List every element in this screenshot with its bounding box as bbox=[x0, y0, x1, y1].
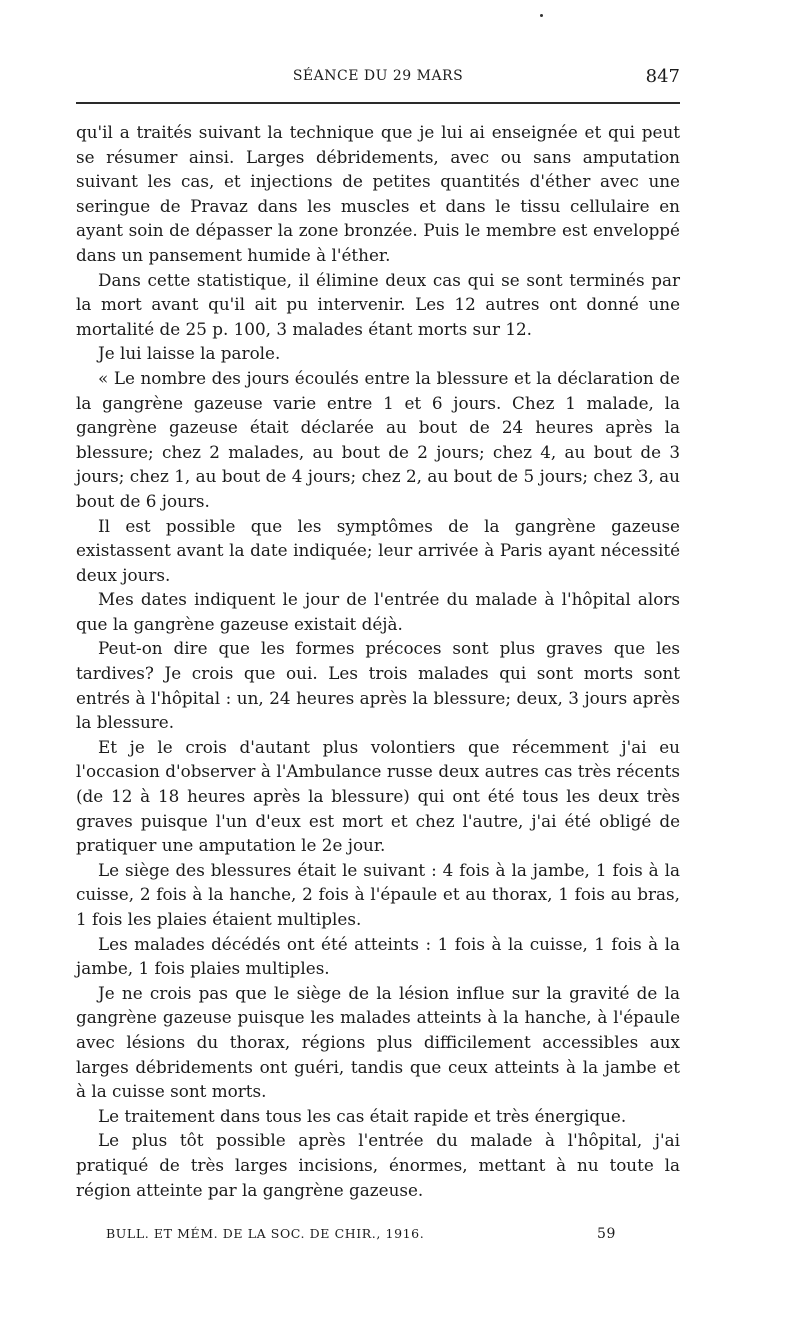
page-header bbox=[76, 66, 680, 94]
paragraph: Et je le crois d'autant plus volontiers que récemment j'ai eu l'occasion d'observer à l'Ambulance russe deux autres cas très récents (de 12 à 18 heures après la blessure) qui ont été tous les deux très graves puisque l'un d'eux est mort et chez l'autre, j'ai été obligé de pratiquer une amputation le 2e jour. bbox=[76, 736, 680, 856]
page-footer bbox=[106, 1226, 616, 1246]
page-number: 847 bbox=[645, 66, 680, 87]
ink-speck bbox=[540, 14, 543, 17]
paragraph: Je lui laisse la parole. bbox=[98, 343, 281, 364]
paragraph: Mes dates indiquent le jour de l'entrée du malade à l'hôpital alors que la gangrène gazeuse existait déjà. bbox=[76, 589, 680, 634]
paragraph: Je ne crois pas que le siège de la lésion influe sur la gravité de la gangrène gazeuse puisque les malades atteints à la hanche, à l'épaule avec lésions du thorax, régions plus difficilement accessibles aux larges débridements ont guéri, tandis que ceux atteints à la jambe et à la cuisse sont morts. bbox=[76, 982, 680, 1102]
paragraph: Il est possible que les symptômes de la gangrène gazeuse existassent avant la date indiquée; leur arrivée à Paris ayant nécessité deux jours. bbox=[76, 515, 680, 585]
header-rule bbox=[76, 102, 680, 104]
paragraph: Le siège des blessures était le suivant : 4 fois à la jambe, 1 fois à la cuisse, 2 fois à la hanche, 2 fois à l'épaule et au thorax, 1 fois au bras, 1 fois les plaies étaient multiples. bbox=[76, 859, 680, 929]
paragraph: Dans cette statistique, il élimine deux cas qui se sont terminés par la mort avant qu'il ait pu intervenir. Les 12 autres ont donné une mortalité de 25 p. 100, 3 malades étant morts sur 12. bbox=[76, 269, 680, 339]
signature-mark: 59 bbox=[596, 1226, 616, 1242]
running-head: SÉANCE DU 29 MARS bbox=[292, 68, 464, 84]
body-text bbox=[76, 120, 680, 1202]
paragraph: qu'il a traités suivant la technique que je lui ai enseignée et qui peut se résumer ainsi. Larges débridements, avec ou sans amputation suivant les cas, et injections de petites quantités d'éther avec une seringue de Pravaz dans les muscles et dans le tissu cellulaire en ayant soin de dépasser la zone bronzée. Puis le membre est enveloppé dans un pansement humide à l'éther. bbox=[76, 122, 680, 265]
paragraph: Le plus tôt possible après l'entrée du malade à l'hôpital, j'ai pratiqué de très larges incisions, énormes, mettant à nu toute la région atteinte par la gangrène gazeuse. bbox=[76, 1130, 680, 1200]
journal-citation: BULL. ET MÉM. DE LA SOC. DE CHIR., 1916. bbox=[106, 1226, 425, 1241]
paragraph: « Le nombre des jours écoulés entre la blessure et la déclaration de la gangrène gazeuse varie entre 1 et 6 jours. Chez 1 malade, la gangrène gazeuse était déclarée au bout de 24 heures après la blessure; chez 2 malades, au bout de 2 jours; chez 4, au bout de 3 jours; chez 1, au bout de 4 jours; chez 2, au bout de 5 jours; chez 3, au bout de 6 jours. bbox=[76, 367, 680, 511]
paragraph: Le traitement dans tous les cas était rapide et très énergique. bbox=[98, 1105, 627, 1126]
paragraph: Les malades décédés ont été atteints : 1 fois à la cuisse, 1 fois à la jambe, 1 fois plaies multiples. bbox=[76, 933, 680, 979]
paragraph: Peut-on dire que les formes précoces sont plus graves que les tardives? Je crois que oui. Les trois malades qui sont morts sont entrés à l'hôpital : un, 24 heures après la blessure; deux, 3 jours après la blessure. bbox=[76, 638, 680, 733]
